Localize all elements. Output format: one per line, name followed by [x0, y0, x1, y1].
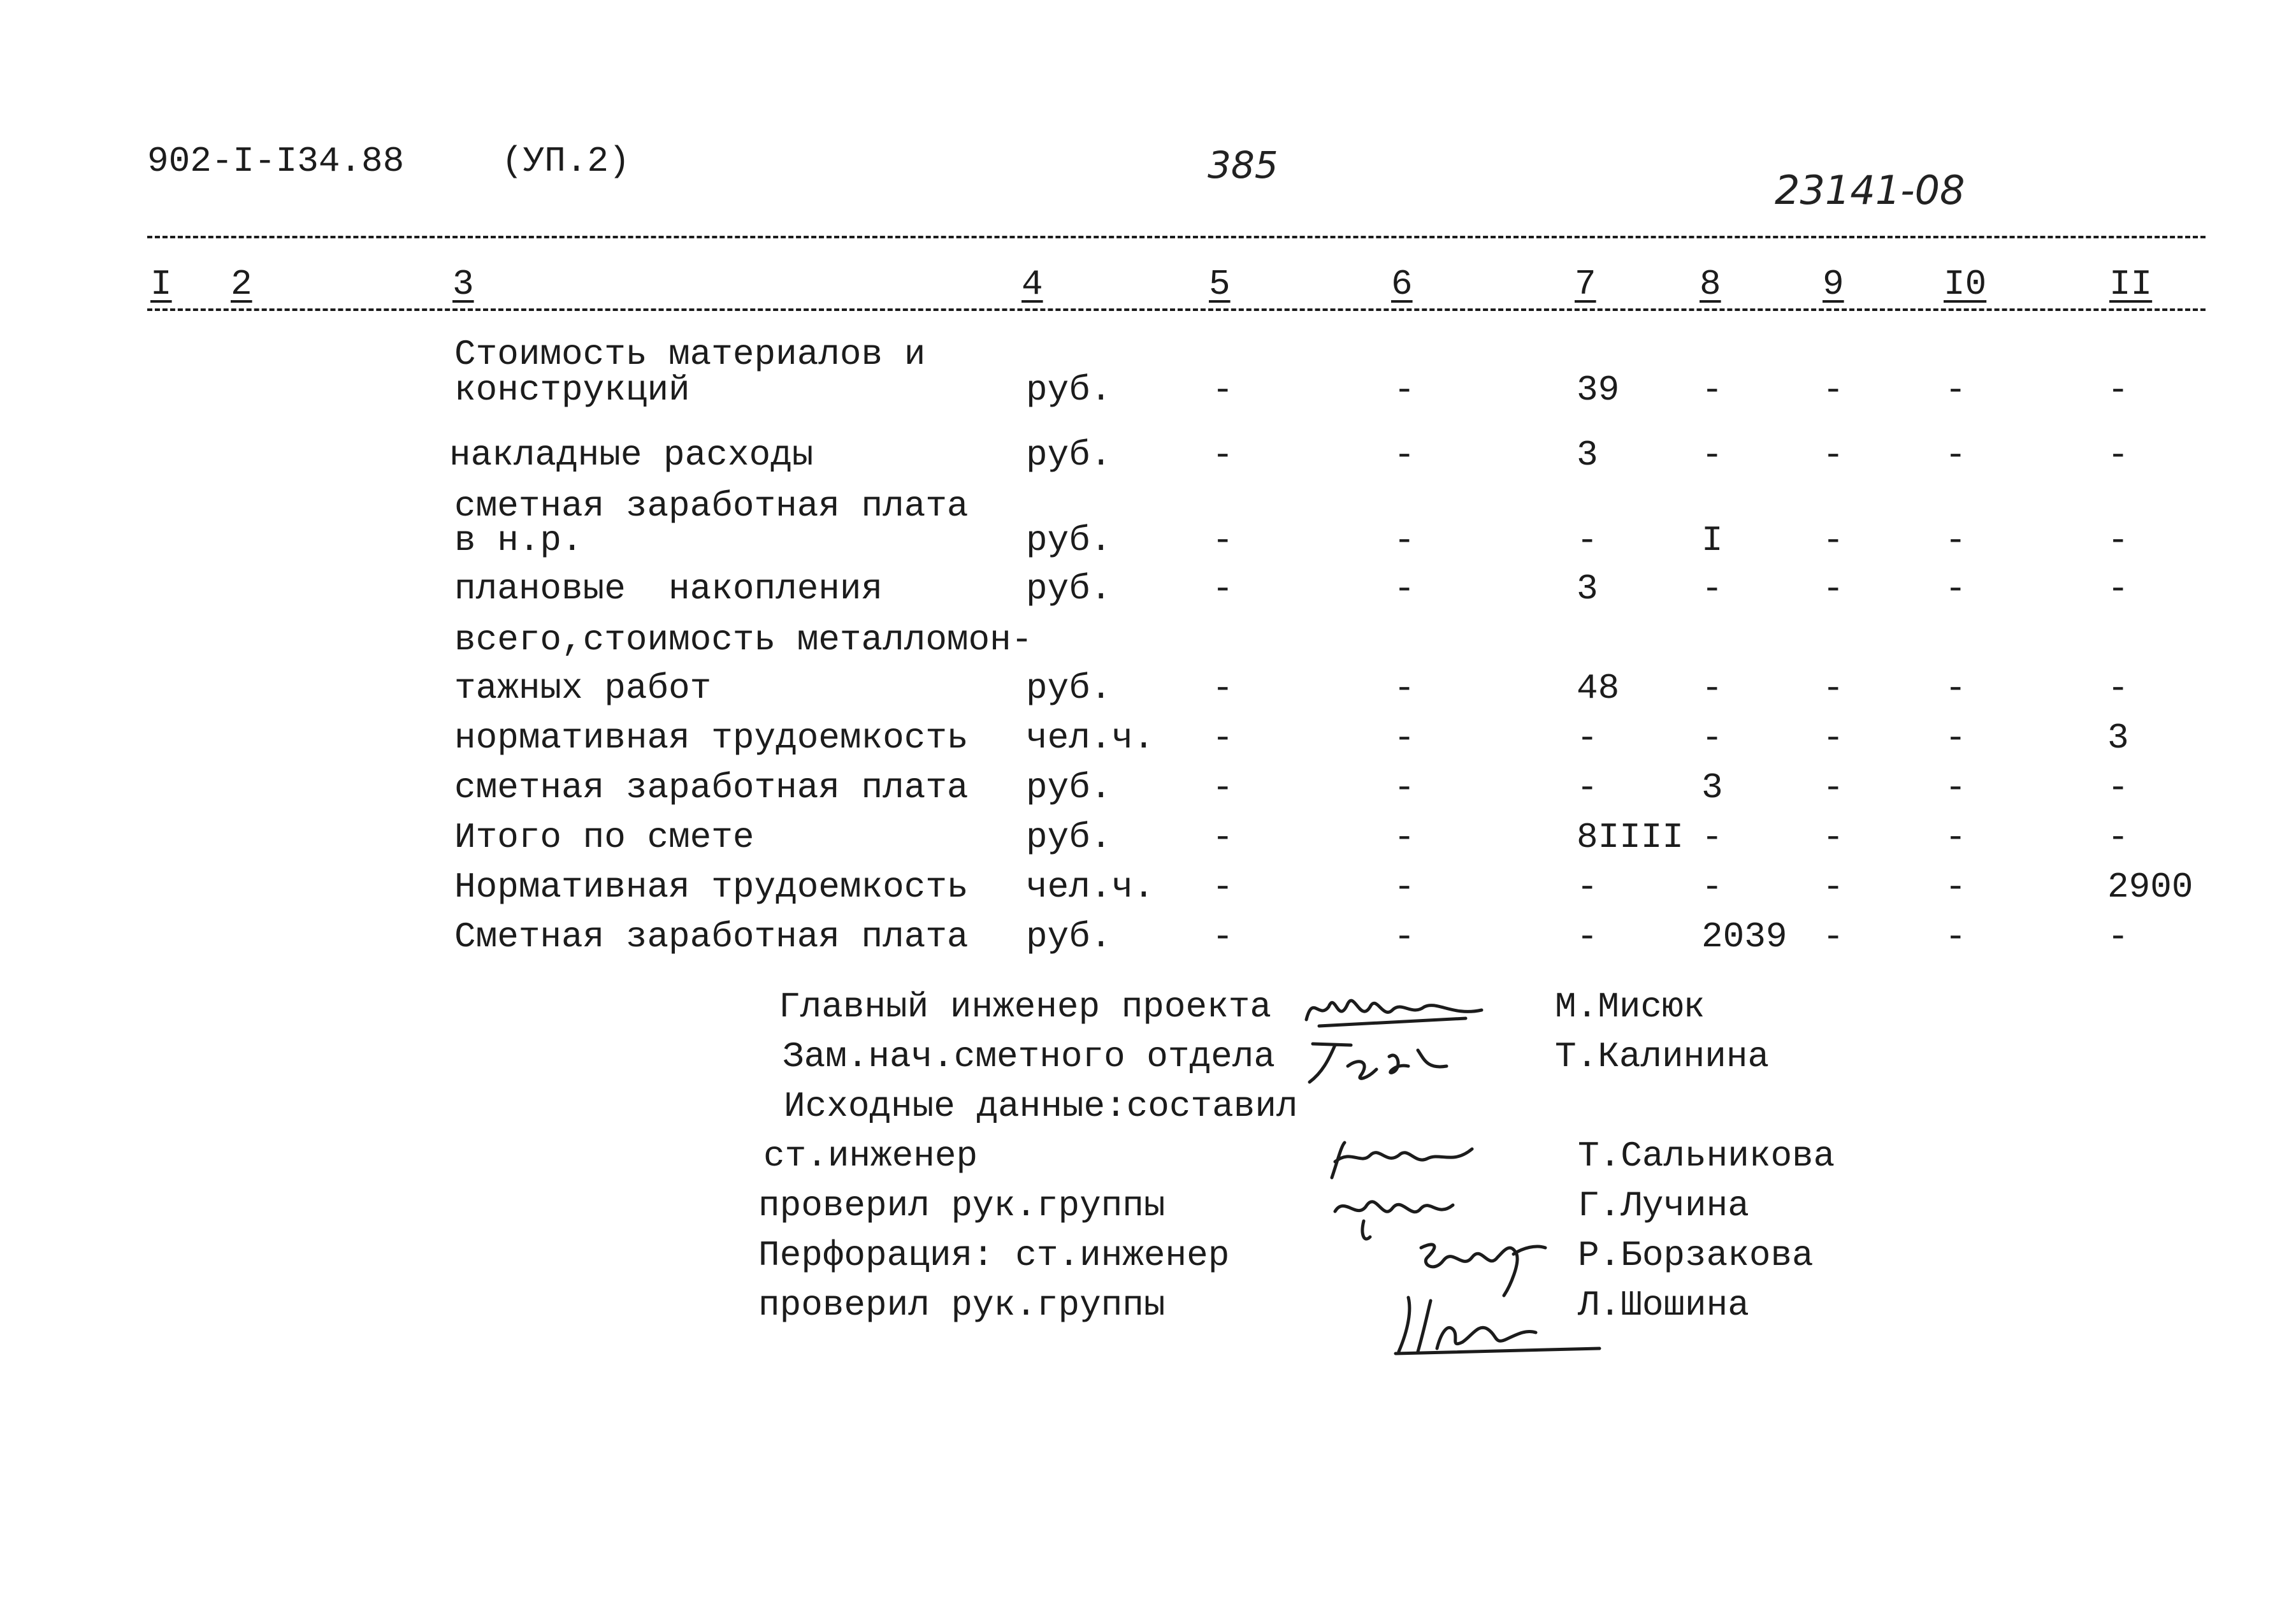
signature-role: Исходные данные:составил	[784, 1086, 1298, 1127]
row-unit: руб.	[1026, 568, 1112, 609]
row-c9: -	[1823, 520, 1844, 561]
row-c7: 39	[1577, 370, 1620, 410]
row-c8: -	[1701, 867, 1723, 907]
row-name-cont: в н.р.	[454, 520, 583, 561]
row-c9: -	[1823, 916, 1844, 957]
row-c10: -	[1945, 817, 1967, 858]
handwritten-signature-icon	[1300, 1031, 1466, 1088]
row-c6: -	[1394, 568, 1415, 609]
top-dashed-rule	[147, 236, 2206, 238]
col-number: 8	[1700, 264, 1721, 305]
row-c5: -	[1212, 817, 1234, 858]
col-number: 2	[231, 264, 252, 305]
row-c7: 48	[1577, 668, 1620, 709]
row-c6: -	[1394, 867, 1415, 907]
row-c5: -	[1212, 916, 1234, 957]
row-c10: -	[1945, 435, 1967, 475]
row-c5: -	[1212, 767, 1234, 808]
row-c5: -	[1212, 867, 1234, 907]
col-number: 7	[1575, 264, 1596, 305]
doc-code: 902-I-I34.88	[147, 141, 405, 182]
row-c7: -	[1577, 718, 1598, 758]
row-c6: -	[1394, 718, 1415, 758]
row-unit: руб.	[1026, 916, 1112, 957]
row-c7: 8IIII	[1577, 817, 1684, 858]
row-c8: 2039	[1701, 916, 1787, 957]
col-number: I0	[1944, 264, 1987, 305]
row-unit: чел.ч.	[1026, 867, 1155, 907]
row-c7: 3	[1577, 568, 1598, 609]
row-c10: -	[1945, 520, 1967, 561]
row-c10: -	[1945, 370, 1967, 410]
row-name: нормативная трудоемкость	[454, 718, 969, 758]
signature-role: проверил рук.группы	[758, 1285, 1166, 1325]
col-number: 3	[452, 264, 474, 305]
row-name: Нормативная трудоемкость	[454, 867, 969, 907]
row-c8: -	[1701, 370, 1723, 410]
page-number: 385	[1208, 143, 1278, 187]
row-c8: -	[1701, 435, 1723, 475]
row-unit: руб.	[1026, 370, 1112, 410]
row-unit: руб.	[1026, 767, 1112, 808]
row-c10: -	[1945, 668, 1967, 709]
row-c5: -	[1212, 520, 1234, 561]
row-c10: -	[1945, 867, 1967, 907]
row-c11: 2900	[2107, 867, 2193, 907]
row-c8: -	[1701, 668, 1723, 709]
handwritten-signature-icon	[1383, 1278, 1606, 1361]
col-number: I	[150, 264, 172, 305]
row-c7: -	[1577, 767, 1598, 808]
row-c9: -	[1823, 370, 1844, 410]
signature-role: Перфорация: ст.инженер	[758, 1235, 1230, 1276]
row-c9: -	[1823, 817, 1844, 858]
row-c9: -	[1823, 668, 1844, 709]
row-c11: -	[2107, 370, 2129, 410]
handwritten-signature-icon	[1300, 981, 1491, 1039]
handwritten-signature-icon	[1325, 1133, 1491, 1184]
row-name: Сметная заработная плата	[454, 916, 969, 957]
signature-name: М.Мисюк	[1555, 986, 1705, 1027]
section-label: (УП.2)	[502, 141, 630, 182]
header-dashed-rule	[147, 308, 2206, 311]
row-c11: -	[2107, 520, 2129, 561]
signature-name: Л.Шошина	[1578, 1285, 1749, 1325]
row-c7: -	[1577, 867, 1598, 907]
row-name: Итого по смете	[454, 817, 755, 858]
stamp-number: 23141-08	[1775, 167, 1965, 213]
signature-name: Г.Лучина	[1578, 1185, 1749, 1226]
signature-role: Главный инженер проекта	[779, 986, 1271, 1027]
signature-name: Т.Сальникова	[1578, 1136, 1835, 1176]
row-unit: руб.	[1026, 817, 1112, 858]
row-unit: руб.	[1026, 668, 1112, 709]
row-name: сметная заработная плата	[454, 767, 969, 808]
row-name: плановые накопления	[454, 568, 883, 609]
row-name: сметная заработная плата	[454, 486, 969, 526]
row-c5: -	[1212, 435, 1234, 475]
col-number: 5	[1209, 264, 1231, 305]
row-c6: -	[1394, 520, 1415, 561]
row-c10: -	[1945, 718, 1967, 758]
row-c6: -	[1394, 767, 1415, 808]
row-c7: -	[1577, 520, 1598, 561]
row-name: Стоимость материалов и	[454, 334, 926, 375]
row-c8: 3	[1701, 767, 1723, 808]
row-unit: руб.	[1026, 435, 1112, 475]
row-c8: -	[1701, 568, 1723, 609]
col-number: 4	[1022, 264, 1043, 305]
row-c8: I	[1701, 520, 1723, 561]
row-c11: -	[2107, 568, 2129, 609]
signature-role: ст.инженер	[763, 1136, 978, 1176]
row-c6: -	[1394, 668, 1415, 709]
row-name: всего,стоимость металломон-	[454, 619, 1033, 660]
row-c8: -	[1701, 718, 1723, 758]
row-c6: -	[1394, 435, 1415, 475]
row-c5: -	[1212, 668, 1234, 709]
row-c11: -	[2107, 767, 2129, 808]
row-c9: -	[1823, 767, 1844, 808]
row-c5: -	[1212, 370, 1234, 410]
col-number: II	[2109, 264, 2153, 305]
row-c5: -	[1212, 718, 1234, 758]
row-unit: руб.	[1026, 520, 1112, 561]
row-c10: -	[1945, 568, 1967, 609]
row-c10: -	[1945, 916, 1967, 957]
signature-name: Т.Калинина	[1555, 1036, 1770, 1077]
row-c11: -	[2107, 817, 2129, 858]
row-c11: -	[2107, 916, 2129, 957]
row-c11: -	[2107, 668, 2129, 709]
col-number: 6	[1391, 264, 1413, 305]
row-c9: -	[1823, 435, 1844, 475]
row-c6: -	[1394, 817, 1415, 858]
row-c6: -	[1394, 916, 1415, 957]
row-c6: -	[1394, 370, 1415, 410]
row-c9: -	[1823, 867, 1844, 907]
row-name: накладные расходы	[449, 435, 814, 475]
signature-name: Р.Борзакова	[1578, 1235, 1814, 1276]
row-c9: -	[1823, 568, 1844, 609]
row-unit: чел.ч.	[1026, 718, 1155, 758]
row-c7: -	[1577, 916, 1598, 957]
row-c8: -	[1701, 817, 1723, 858]
col-number: 9	[1823, 264, 1844, 305]
row-c11: 3	[2107, 718, 2129, 758]
row-c10: -	[1945, 767, 1967, 808]
row-c7: 3	[1577, 435, 1598, 475]
row-c11: -	[2107, 435, 2129, 475]
row-c9: -	[1823, 718, 1844, 758]
signature-role: проверил рук.группы	[758, 1185, 1166, 1226]
row-name-cont: конструкций	[454, 370, 690, 410]
signature-role: Зам.нач.сметного отдела	[783, 1036, 1275, 1077]
row-name-cont: тажных работ	[454, 668, 712, 709]
row-c5: -	[1212, 568, 1234, 609]
